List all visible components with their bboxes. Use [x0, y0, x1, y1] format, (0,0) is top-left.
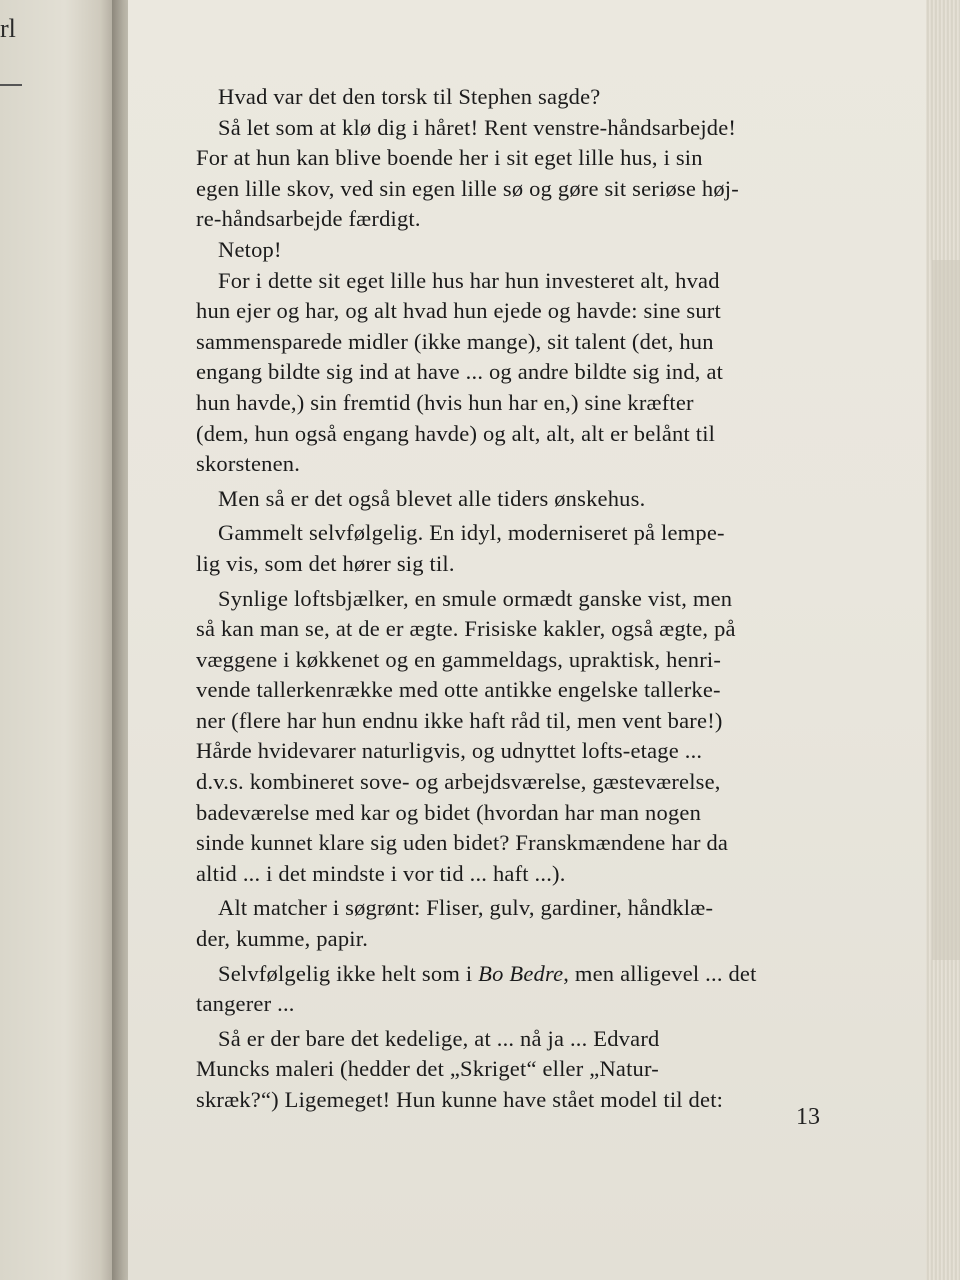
text-line: (dem, hun også engang havde) og alt, alt, alt er belånt til: [196, 420, 716, 446]
text-line: hun ejer og har, og alt hvad hun ejede og havde: sine surt: [196, 298, 721, 324]
text-line: Synlige loftsbjælker, en smule ormædt ganske vist, men: [218, 585, 733, 611]
text-line: tangerer ...: [196, 991, 295, 1017]
text-line: så kan man se, at de er ægte. Frisiske kakler, også ægte, på: [196, 616, 736, 642]
paragraph-5: [196, 484, 846, 515]
text-line: altid ... i det mindste i vor tid ... haft ...).: [196, 860, 566, 886]
text-segment: Selvfølgelig ikke helt som i: [218, 960, 479, 986]
paragraph-8: [196, 893, 846, 954]
text-line: væggene i køkkenet og en gammeldags, upraktisk, henri-: [196, 646, 722, 672]
text-line: re-håndsarbejde færdigt.: [196, 206, 421, 232]
magazine-title: Bo Bedre: [478, 960, 564, 986]
book-page: [128, 0, 936, 1280]
body-text: [196, 82, 846, 1116]
page-edge-shade: [932, 260, 960, 960]
text-segment: , men alligevel ... det: [563, 960, 757, 986]
text-line: Netop!: [218, 236, 282, 262]
text-line: sammensparede midler (ikke mange), sit talent (det, hun: [196, 328, 714, 354]
paragraph-10: [196, 1024, 846, 1116]
left-page-text-fragment: rl: [0, 14, 16, 43]
text-line: For i dette sit eget lille hus har hun investeret alt, hvad: [218, 267, 720, 293]
text-line: Muncks maleri (hedder det „Skriget“ eller „Natur-: [196, 1056, 659, 1082]
text-line: skorstenen.: [196, 451, 301, 477]
text-line: lig vis, som det hører sig til.: [196, 550, 455, 576]
text-line: Så er der bare det kedelige, at ... nå ja ... Edvard: [218, 1025, 660, 1051]
text-line: egen lille skov, ved sin egen lille sø og gøre sit seriøse høj-: [196, 175, 739, 201]
text-line: Så let som at klø dig i håret! Rent venstre-håndsarbejde!: [218, 114, 737, 140]
text-line: For at hun kan blive boende her i sit eget lille hus, i sin: [196, 145, 703, 171]
text-line: sinde kunnet klare sig uden bidet? Franskmændene har da: [196, 830, 729, 856]
text-line: d.v.s. kombineret sove- og arbejdsværelse, gæsteværelse,: [196, 769, 721, 795]
paragraph-6: [196, 518, 846, 579]
text-line: engang bildte sig ind at have ... og andre bildte sig ind, at: [196, 359, 724, 385]
text-line: vende tallerkenrække med otte antikke engelske tallerke-: [196, 677, 721, 703]
page-stack-edge: [926, 0, 960, 1280]
text-line: ner (flere har hun endnu ikke haft råd til, men vent bare!): [196, 707, 723, 733]
text-line: badeværelse med kar og bidet (hvordan har man nogen: [196, 799, 702, 825]
page-number: 13: [796, 1104, 820, 1130]
left-page-rule: [0, 84, 22, 86]
text-line: Hvad var det den torsk til Stephen sagde?: [218, 84, 601, 109]
text-line: [196, 959, 846, 990]
paragraph-4: [196, 266, 846, 480]
text-line: skræk?“) Ligemeget! Hun kunne have stået model til det:: [196, 1087, 724, 1112]
paragraph-1: [196, 82, 846, 113]
text-line: Men så er det også blevet alle tiders ønskehus.: [218, 485, 646, 511]
text-line: Hårde hvidevarer naturligvis, og udnyttet lofts-etage ...: [196, 738, 703, 764]
paragraph-7: [196, 584, 846, 890]
text-line: Alt matcher i søgrønt: Fliser, gulv, gardiner, håndklæ-: [218, 895, 714, 921]
paragraph-9: [196, 959, 846, 1020]
paragraph-2: [196, 113, 846, 235]
text-line: der, kumme, papir.: [196, 926, 369, 952]
text-line: hun havde,) sin fremtid (hvis hun har en,) sine kræfter: [196, 389, 694, 415]
text-line: Gammelt selvfølgelig. En idyl, moderniseret på lempe-: [218, 520, 725, 546]
paragraph-3: [196, 235, 846, 266]
left-facing-page: [0, 0, 118, 1280]
